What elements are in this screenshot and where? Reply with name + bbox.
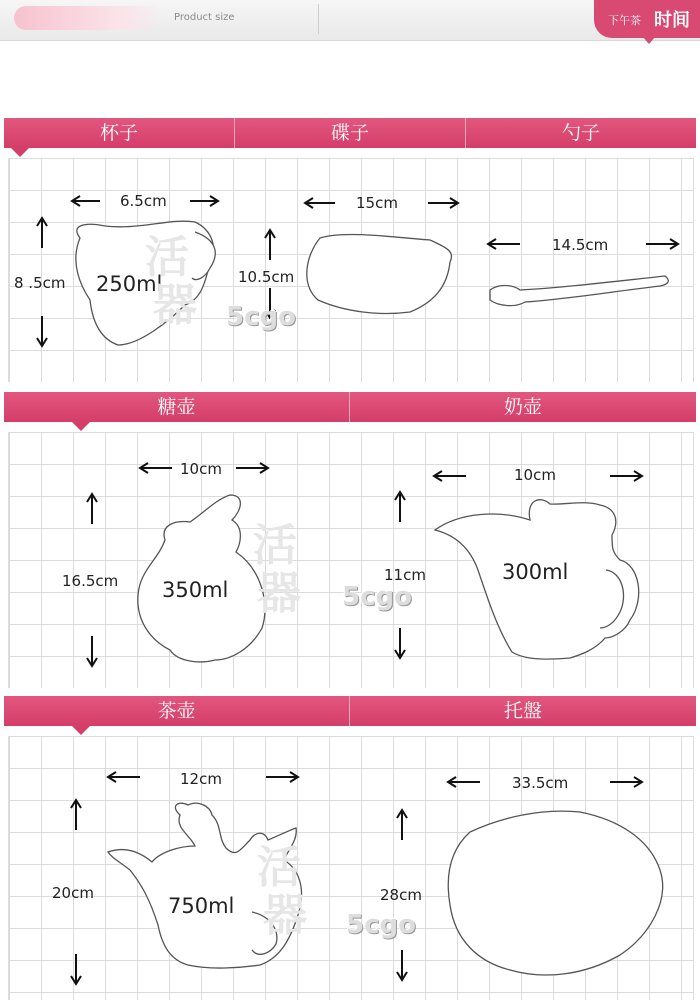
badge-small-text: 下午茶 <box>608 14 641 27</box>
sugar-pot-width-label: 10cm <box>180 460 222 478</box>
spoon-width-label: 14.5cm <box>552 236 609 254</box>
header-teapot: 茶壶 <box>157 700 196 722</box>
header-milk-jug: 奶壶 <box>503 396 542 418</box>
badge-big-text: 时间 <box>654 10 690 31</box>
watermark-text: 5cgo <box>346 910 416 940</box>
cup-height-label: 8 .5cm <box>14 274 66 292</box>
watermark-text: 5cgo <box>342 582 412 612</box>
watermark-glyph: 活 <box>257 842 301 893</box>
header-sugar-pot: 糖壶 <box>157 396 196 418</box>
page-title: Product size <box>174 12 235 23</box>
header-saucer: 碟子 <box>330 122 369 144</box>
teapot-height-label: 20cm <box>52 884 94 902</box>
watermark-glyph: 器 <box>263 890 307 941</box>
teapot-volume-label: 750ml <box>168 894 235 918</box>
cup-width-label: 6.5cm <box>120 192 167 210</box>
header-spoon: 勺子 <box>561 122 600 144</box>
saucer-height-label: 10.5cm <box>238 268 295 286</box>
saucer-width-label: 15cm <box>356 194 398 212</box>
tray-outline <box>448 811 662 975</box>
tray-width-label: 33.5cm <box>512 774 569 792</box>
tray-height-label: 28cm <box>380 886 422 904</box>
watermark-glyph: 活 <box>253 520 297 571</box>
header-tray: 托盤 <box>503 700 542 722</box>
header-cup: 杯子 <box>99 122 138 144</box>
teapot-width-label: 12cm <box>180 770 222 788</box>
watermark-glyph: 器 <box>257 568 301 619</box>
watermark-glyph: 器 <box>153 280 197 331</box>
milk-jug-height-label: 11cm <box>384 566 426 584</box>
milk-jug-volume-label: 300ml <box>502 560 569 584</box>
milk-jug-width-label: 10cm <box>514 466 556 484</box>
watermark-glyph: 活 <box>145 232 189 283</box>
watermark-text: 5cgo <box>226 302 296 332</box>
sugar-pot-volume-label: 350ml <box>162 578 229 602</box>
sugar-pot-height-label: 16.5cm <box>62 572 119 590</box>
cup-volume-label: 250ml <box>96 272 163 296</box>
